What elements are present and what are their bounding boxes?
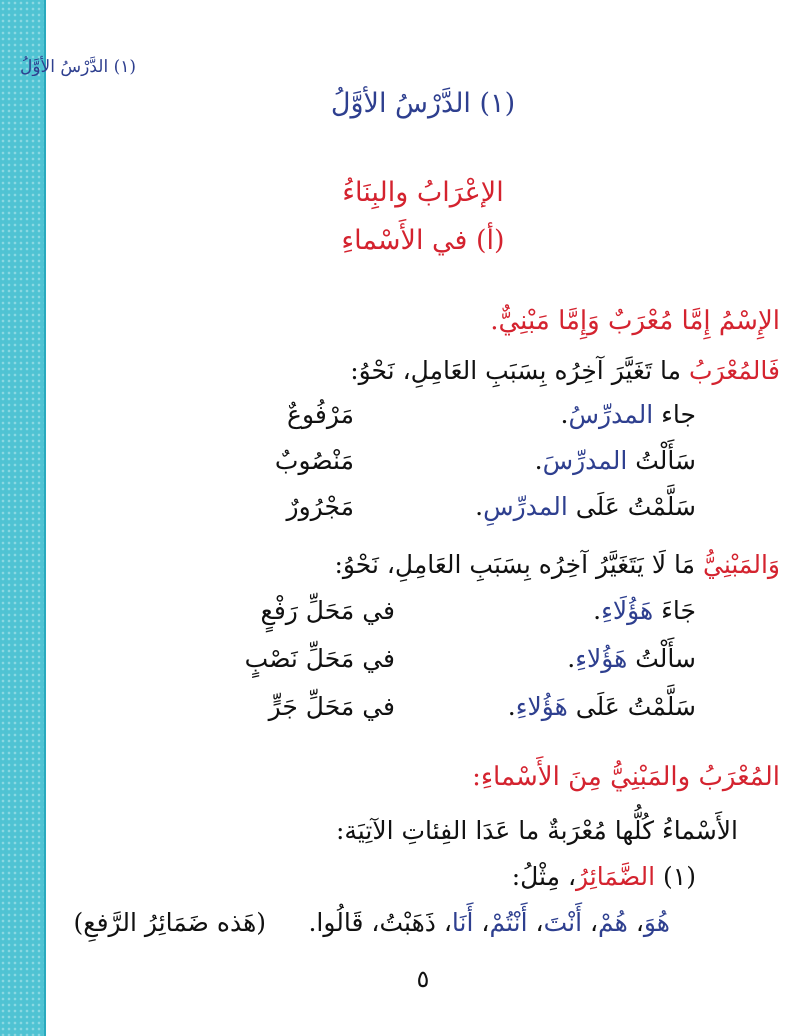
example-word: هَؤُلاءِ xyxy=(515,692,568,721)
section2-heading: المُعْرَبُ والمَبْنِيُّ مِنَ الأَسْماءِ: xyxy=(472,762,780,792)
murab-example-status: مَنْصُوبٌ xyxy=(274,446,354,475)
pronoun-sep: ، xyxy=(582,908,599,937)
pronoun-sep: ، xyxy=(627,908,644,937)
pronoun-examples xyxy=(308,908,670,937)
example-word: هَؤُلَاءِ xyxy=(601,596,654,625)
pronoun-sep: ، xyxy=(473,908,490,937)
mabni-example-sentence xyxy=(567,644,696,673)
example-word: المدرِّسُ xyxy=(568,400,654,429)
pronoun: أَنْتَ xyxy=(543,908,583,937)
lesson-title: (١) الدَّرْسُ الأوَّلُ xyxy=(330,88,516,119)
mabni-definition-text: مَا لَا يَتَغَيَّرُ آخِرُه بِسَبَبِ العَامِلِ، نَحْوُ: xyxy=(334,550,703,579)
example-text: سَأَلْتُ xyxy=(627,446,696,475)
example-word: هَؤُلاءِ xyxy=(575,644,628,673)
pronoun-sep: ، xyxy=(435,908,452,937)
running-header: (١) الدَّرْسُ الأوَّلُ xyxy=(20,57,136,77)
section2-statement: الأَسْماءُ كُلُّها مُعْرَبةٌ ما عَدَا الفِئاتِ الآتِيَة: xyxy=(335,816,738,845)
decorative-side-band xyxy=(0,0,44,1036)
pronoun: هُوَ xyxy=(643,908,670,937)
mabni-example-sentence xyxy=(508,692,696,721)
murab-example-status: مَجْرُورٌ xyxy=(286,492,354,521)
lesson-subtitle: الإعْرَابُ والبِنَاءُ xyxy=(342,177,504,208)
item-number: (١) xyxy=(655,862,696,891)
example-punct: . xyxy=(593,596,602,625)
murab-example-sentence xyxy=(561,400,696,429)
item-rest: ، مِثْلُ: xyxy=(511,862,577,891)
example-word: المدرِّسَ xyxy=(542,446,628,475)
example-word: المدرِّسِ xyxy=(483,492,568,521)
section2-item-1 xyxy=(512,862,696,891)
pronoun: أَنْتُمْ xyxy=(489,908,528,937)
mabni-example-sentence xyxy=(593,596,696,625)
pronoun: هُمْ xyxy=(598,908,628,937)
example-text: جَاءَ xyxy=(653,596,696,625)
example-punct: . xyxy=(507,692,516,721)
pronoun-tail: ذَهَبْتُ، قَالُوا. xyxy=(308,908,436,937)
mabni-example-status: في مَحَلِّ جَرٍّ xyxy=(268,692,395,721)
murab-definition-text: ما تَغَيَّرَ آخِرُه بِسَبَبِ العَامِلِ، نَحْوُ: xyxy=(350,356,689,385)
pronoun-note: (هَذه ضَمَائِرُ الرَّفعِ) xyxy=(73,908,266,937)
murab-example-sentence xyxy=(475,492,696,521)
mabni-example-status: في مَحَلِّ رَفْعٍ xyxy=(260,596,395,625)
item-term: الضَّمَائِرُ xyxy=(576,862,656,891)
pronoun-sep: ، xyxy=(527,908,544,937)
murab-example-status: مَرْفُوعٌ xyxy=(287,400,354,429)
example-punct: . xyxy=(534,446,543,475)
page xyxy=(20,0,800,1036)
example-text: جاء xyxy=(653,400,696,429)
section-title: (أ) في الأَسْماءِ xyxy=(341,225,505,256)
example-punct: . xyxy=(560,400,569,429)
page-number: ٥ xyxy=(416,965,430,993)
murab-definition xyxy=(350,356,780,385)
murab-term: فَالمُعْرَبُ xyxy=(688,356,780,385)
murab-example-sentence xyxy=(535,446,696,475)
mabni-term: وَالمَبْنِيُّ xyxy=(702,550,780,579)
example-punct: . xyxy=(567,644,576,673)
example-text: سأَلْتُ xyxy=(627,644,696,673)
mabni-example-status: في مَحَلِّ نَصْبٍ xyxy=(244,644,395,673)
example-text: سَلَّمْتُ عَلَى xyxy=(567,692,696,721)
intro-heading: الإِسْمُ إِمَّا مُعْرَبٌ وَإِمَّا مَبْنِيٌّ. xyxy=(490,306,780,336)
example-punct: . xyxy=(475,492,484,521)
example-text: سَلَّمْتُ عَلَى xyxy=(567,492,696,521)
pronoun: أَنَا xyxy=(451,908,474,937)
mabni-definition xyxy=(334,550,780,579)
